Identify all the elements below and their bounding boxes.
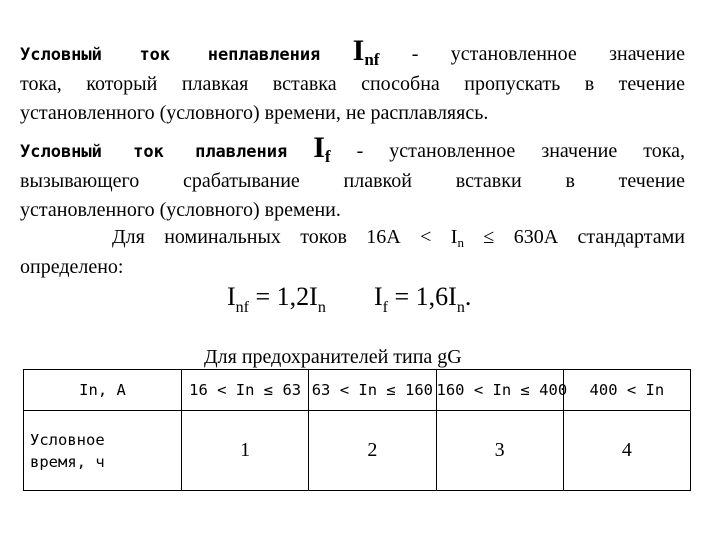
- value-cell: 4: [563, 411, 690, 491]
- def2-line1: [20, 133, 685, 167]
- value-cell: 1: [182, 411, 309, 491]
- row-label: Условное время, ч: [24, 411, 182, 491]
- def3-line2: определено:: [20, 256, 124, 278]
- def1-term: Условный ток неплавления: [20, 45, 321, 65]
- def1-line3: установленного (условного) времени, не расплавляясь.: [20, 102, 489, 124]
- def2-symbol: If: [313, 131, 331, 166]
- def2-line1-rest: - установленное значение тока,: [356, 140, 686, 162]
- header-cell: 16 < In ≤ 63: [182, 370, 309, 411]
- table-header-row: [24, 370, 691, 411]
- header-cell: 160 < In ≤ 400: [436, 370, 563, 411]
- def1-line1: [20, 36, 685, 70]
- definition-fusing-current: [20, 133, 685, 225]
- header-cell: 400 < In: [563, 370, 690, 411]
- value-cell: 3: [436, 411, 563, 491]
- def1-line1-rest: - установленное значение: [411, 43, 685, 65]
- table-caption: Для предохранителей типа gG: [204, 346, 462, 368]
- definition-non-fusing-current: [20, 36, 685, 128]
- def2-line2: вызывающего срабатывание плавкой вставки в течение: [20, 170, 685, 192]
- table-row: [24, 411, 691, 491]
- header-cell: 63 < In ≤ 160: [309, 370, 436, 411]
- def2-line3: установленного (условного) времени.: [20, 199, 341, 221]
- fuse-time-table: [23, 369, 691, 491]
- def1-line2: тока, который плавкая вставка способна пропускать в течение: [20, 73, 685, 95]
- header-cell: In, A: [24, 370, 182, 411]
- def1-symbol: Inf: [352, 34, 380, 69]
- formula-fusing: $I_f = 1,6I_n$.: [374, 282, 472, 316]
- formula-non-fusing: $I_{nf} = 1,2I_n$: [227, 282, 326, 316]
- rated-current-statement: [20, 223, 685, 282]
- value-cell: 2: [309, 411, 436, 491]
- def3-line1: Для номинальных токов $16А < I_n \le 630А$ стандартами: [112, 226, 685, 250]
- def2-term: Условный ток плавления: [20, 142, 288, 162]
